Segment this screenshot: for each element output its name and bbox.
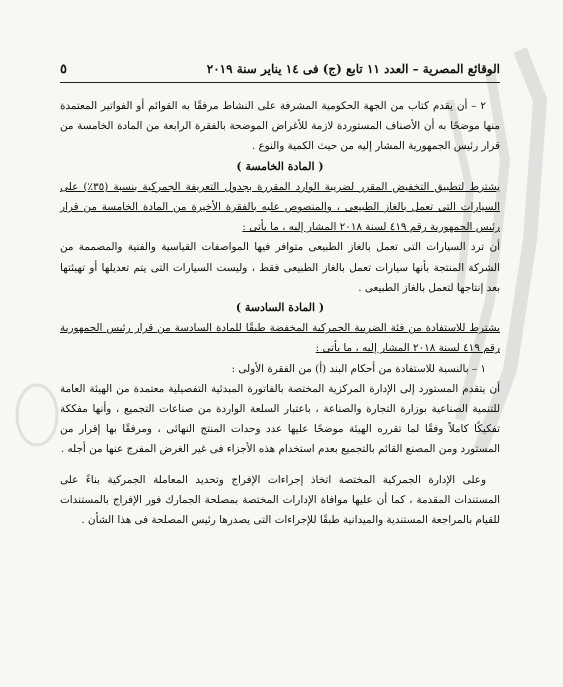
article-heading: ( المادة السادسة )	[235, 301, 325, 315]
header-rule	[60, 82, 500, 83]
body-paragraph: أن ترد السيارات التى تعمل بالغاز الطبيعى متوافر فيها المواصفات القياسية والفنية والمصممة من الشركة المنتجة بأنها سيارات تعمل بالغاز الطبيعى فقط ، وليست السيارات التى يتم تعديلها أو تهيئتها بعد إنتاجها لتعمل بالغاز الطبيعى .	[60, 241, 500, 294]
emblem-watermark	[12, 380, 62, 450]
body-paragraph: ١ – بالنسبة للاستفادة من أحكام البند (أ) من الفقرة الأولى :	[231, 362, 486, 375]
body-paragraph: يشترط لتطبيق التخفيض المقرر لضريبة الوارد المقررة بجدول التعريفة الجمركية بنسبة (٣٥٪) على السيارات التى تعمل بالغاز الطبيعى ، والمنصوص عليه بالفقرة الأخيرة من المادة الخامسة من قرار رئيس الجمهورية رقم ٤١٩ لسنة ٢٠١٨ المشار إليه ، ما يأتى :	[60, 180, 500, 234]
page-number: ٥	[60, 62, 67, 77]
body-paragraph: ٢ – أن يقدم كتاب من الجهة الحكومية المشرفة على النشاط مرفقًا به القوائم أو الفواتير المعتمدة منها موضحًا به أن الأصناف المستوردة لازمة للأغراض الموضحة بالفقرة الرابعة من المادة الخامسة من قرار رئيس الجمهورية المشار إليه من حيث الكمية والنوع .	[60, 100, 500, 153]
body-paragraph: أن يتقدم المستورد إلى الإدارة المركزية المختصة بالفاتورة المبدئية التفصيلية معتمدة من الهيئة العامة للتنمية الصناعية بوزارة التجارة والصناعة ، باعتبار السلعة الواردة من صناعات التجميع ، وأنها مفككة تفكيكًا كاملاً وفقًا لما تقرره الهيئة موضحًا عليها عدد وحدات المنتج النهائى ، ومرفقًا بها إقرار من المستورد ومن المصنع القائم بالتجميع بعدم استخدام هذه الأجزاء فى غير الغرض المفرج عنها من أجله .	[60, 382, 500, 456]
paragraph-gap	[60, 460, 500, 470]
document-body	[60, 96, 500, 530]
article-heading: ( المادة الخامسة )	[236, 159, 324, 173]
header-title: الوقائع المصرية – العدد ١١ تابع (ج) فى ١٤ يناير سنة ٢٠١٩	[206, 62, 500, 76]
page-header	[60, 62, 500, 80]
body-paragraph: يشترط للاستفادة من فئة الضريبة الجمركية المخفضة طبقًا للمادة السادسة من قرار رئيس الجمهورية رقم ٤١٩ لسنة ٢٠١٨ المشار إليه ، ما يأتى :	[60, 322, 500, 355]
body-paragraph: وعلى الإدارة الجمركية المختصة اتخاذ إجراءات الإفراج وتحديد المعاملة الجمركية بناءً على المستندات المقدمة ، كما أن عليها موافاة الإدارات المختصة بمصلحة الجمارك فور الإفراج بالمستندات للقيام بالمراجعة المستندية والميدانية طبقًا للإجراءات التى يصدرها رئيس المصلحة فى هذا الشأن .	[60, 473, 500, 527]
